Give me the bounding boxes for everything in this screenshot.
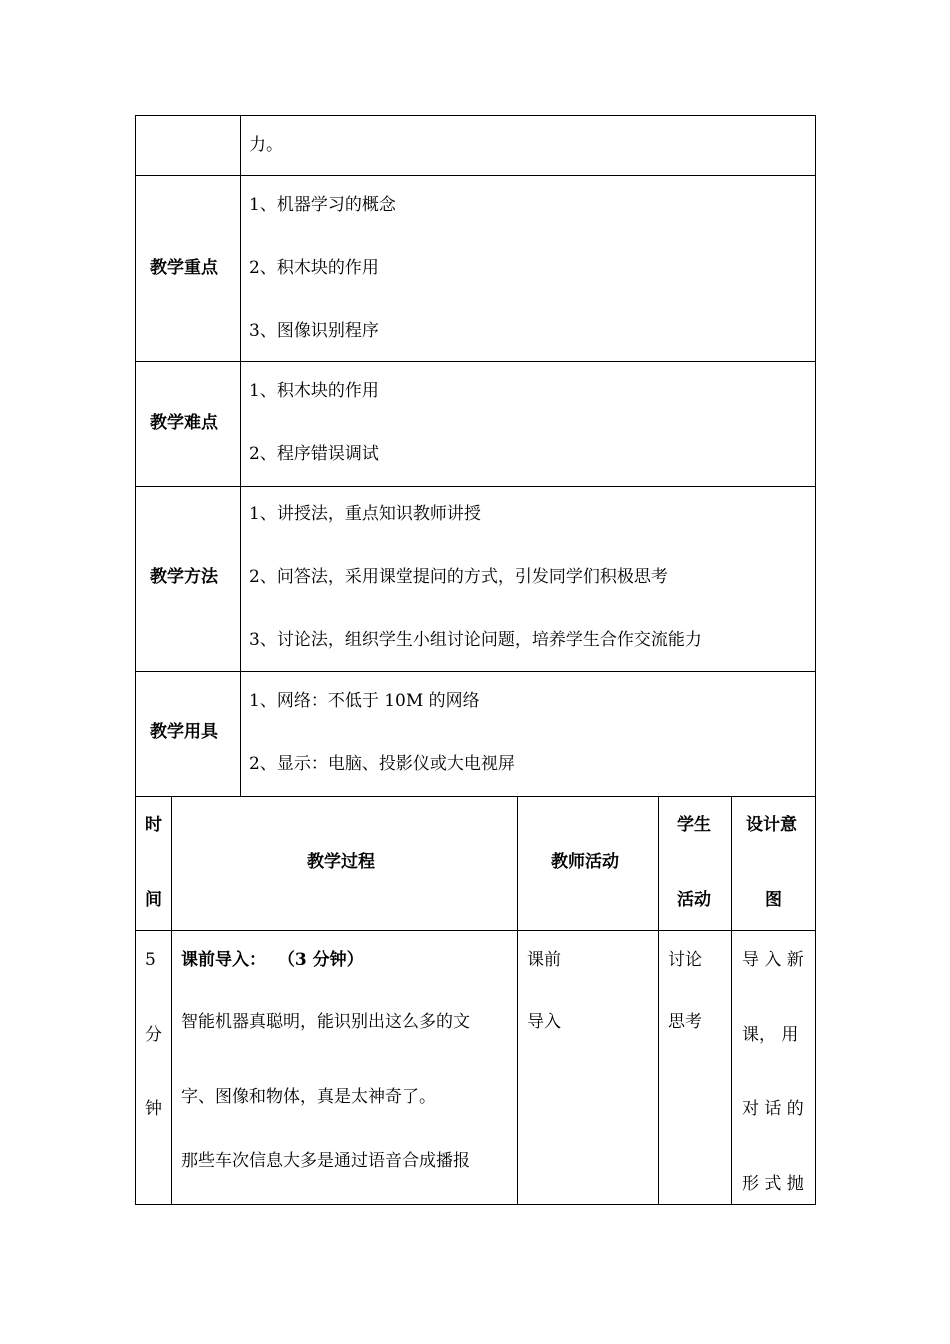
list-item: 2、积木块的作用 — [249, 258, 379, 278]
student-activity: 思考 — [668, 1012, 702, 1032]
list-item: 1、积木块的作用 — [249, 381, 379, 401]
header-process: 教学过程 — [307, 852, 375, 872]
row-divider — [135, 361, 816, 362]
table-border-bottom — [135, 1204, 816, 1205]
list-item: 1、网络：不低于 10M 的网络 — [249, 691, 480, 711]
teacher-activity: 导入 — [527, 1012, 561, 1032]
list-item: 1、讲授法，重点知识教师讲授 — [249, 504, 481, 524]
row-time: 钟 — [145, 1099, 162, 1119]
design-intent: 导 入 新 — [742, 950, 804, 970]
list-item: 3、图像识别程序 — [249, 321, 379, 341]
table-border-top — [135, 115, 816, 116]
design-intent: 形 式 抛 — [742, 1174, 804, 1194]
teacher-column-divider — [658, 796, 659, 1205]
process-title: 课前导入： （3 分钟） — [181, 950, 364, 970]
row-time: 分 — [145, 1025, 162, 1045]
row-divider — [135, 486, 816, 487]
row-divider — [135, 796, 816, 797]
process-line: 智能机器真聪明，能识别出这么多的文 — [181, 1012, 470, 1032]
section-label-tools: 教学用具 — [150, 722, 218, 742]
design-intent: 课， 用 — [742, 1025, 799, 1045]
teacher-activity: 课前 — [527, 950, 561, 970]
student-activity: 讨论 — [668, 950, 702, 970]
design-intent: 对 话 的 — [742, 1099, 804, 1119]
process-column-divider — [517, 796, 518, 1205]
section-label-methods: 教学方法 — [150, 567, 218, 587]
list-item: 1、机器学习的概念 — [249, 195, 396, 215]
section-label-key-points: 教学重点 — [150, 258, 218, 278]
header-row-divider — [135, 930, 816, 931]
section-label-difficulties: 教学难点 — [150, 413, 218, 433]
table-border-left — [135, 115, 136, 1205]
student-column-divider — [731, 796, 732, 1205]
list-item: 3、讨论法，组织学生小组讨论问题，培养学生合作交流能力 — [249, 630, 702, 650]
header-student-activity: 活动 — [677, 890, 711, 910]
process-line: 字、图像和物体，真是太神奇了。 — [181, 1087, 436, 1107]
list-item: 2、问答法，采用课堂提问的方式，引发同学们积极思考 — [249, 567, 668, 587]
continuation-text: 力。 — [249, 135, 283, 155]
process-line: 那些车次信息大多是通过语音合成播报 — [181, 1151, 470, 1171]
row-divider — [135, 175, 816, 176]
row-divider — [135, 671, 816, 672]
time-column-divider — [171, 796, 172, 1205]
header-design-intent: 图 — [765, 890, 782, 910]
header-time: 时 — [145, 815, 162, 835]
header-student-activity: 学生 — [677, 815, 711, 835]
header-time: 间 — [145, 890, 162, 910]
header-design-intent: 设计意 — [746, 815, 797, 835]
row-time: 5 — [145, 950, 156, 970]
header-teacher-activity: 教师活动 — [551, 852, 619, 872]
label-column-divider — [240, 115, 241, 796]
table-border-right — [815, 115, 816, 1205]
list-item: 2、程序错误调试 — [249, 444, 379, 464]
list-item: 2、显示：电脑、投影仪或大电视屏 — [249, 754, 515, 774]
